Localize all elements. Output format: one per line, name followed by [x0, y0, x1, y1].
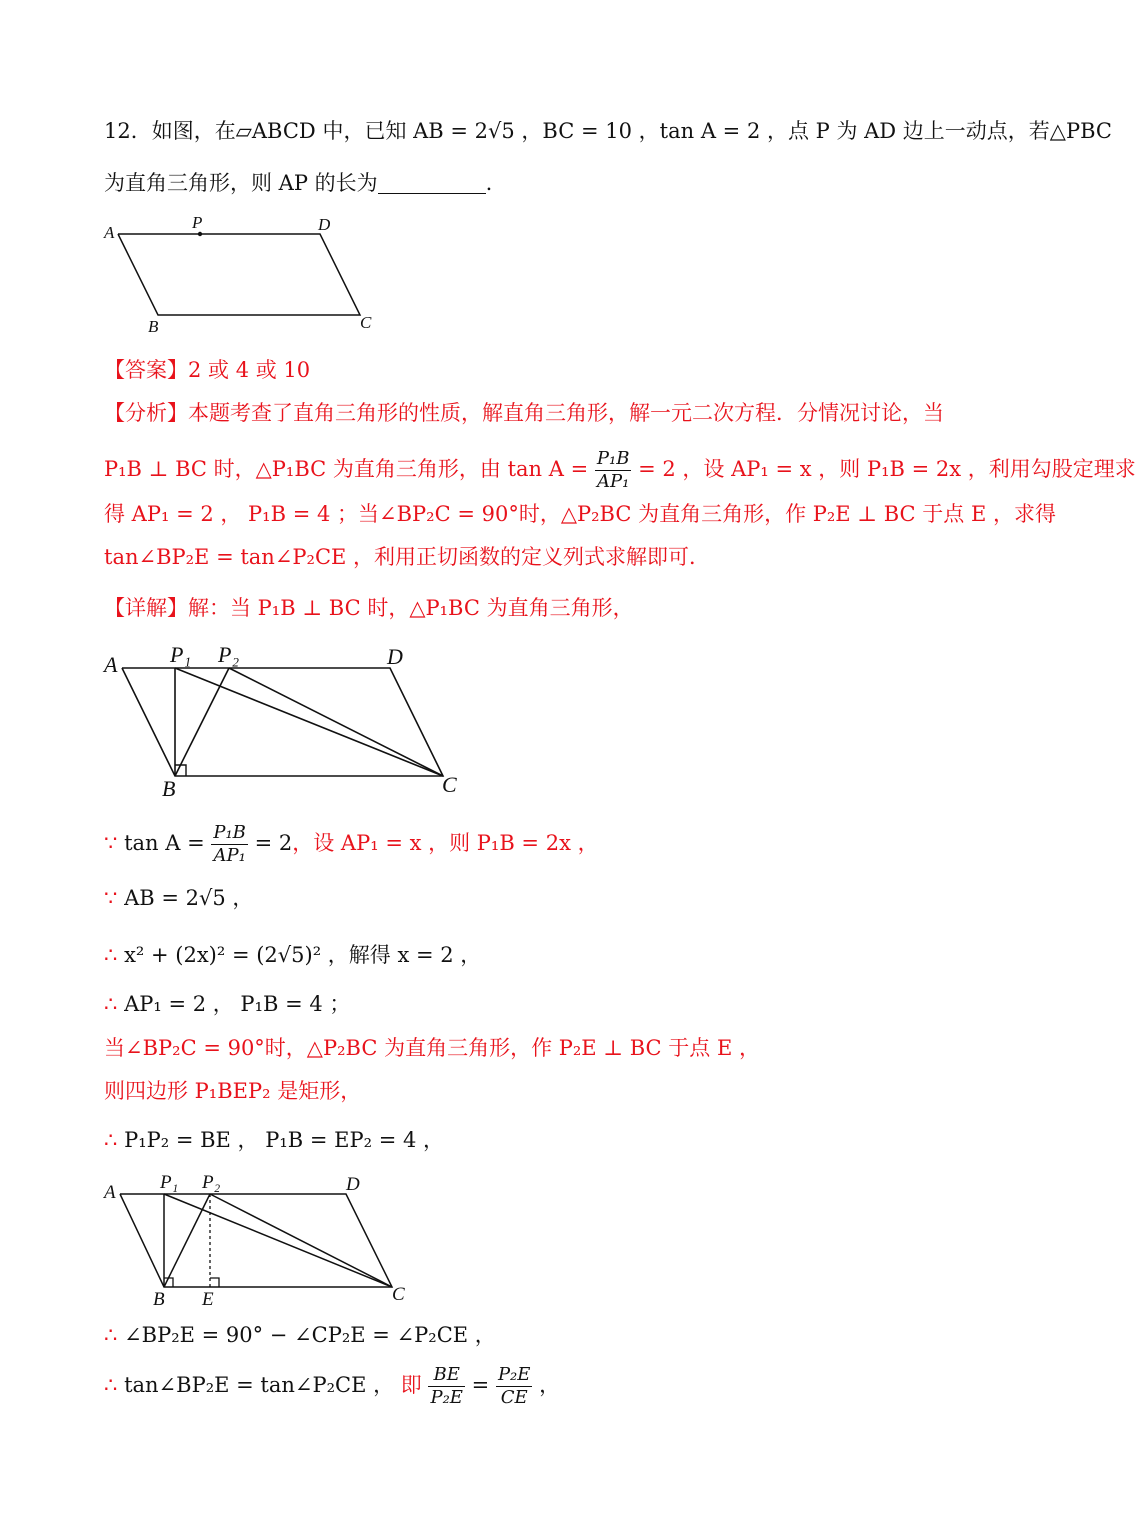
step9-fraction-2: [496, 1364, 532, 1409]
step1-eq: = 2: [254, 831, 293, 855]
analysis-line-2: [104, 448, 1136, 493]
label-d: D: [387, 644, 403, 669]
figure-parallelogram-1: [100, 212, 390, 337]
step8-body: ∠BP₂E = 90° − ∠CP₂E = ∠P₂CE ，: [124, 1323, 496, 1347]
therefore-symbol: ∴: [104, 1373, 118, 1397]
detail-step-4: [104, 989, 350, 1019]
step9-fraction-1-den: P₂E: [430, 1387, 463, 1408]
segment-p2c: [210, 1194, 392, 1287]
analysis-line-4: tan∠BP₂E = tan∠P₂CE ，利用正切函数的定义列式求解即可．: [104, 545, 711, 569]
analysis-line-1: 【分析】本题考查了直角三角形的性质，解直角三角形，解一元二次方程．分情况讨论，当: [104, 401, 944, 425]
analysis-fraction: [595, 448, 632, 493]
analysis-fraction-num: P₁B: [596, 448, 630, 469]
label-p2: P₂: [218, 642, 240, 667]
question-line-2: [104, 168, 492, 198]
label-c: C: [360, 313, 372, 332]
answer-line: 【答案】2 或 4 或 10: [104, 358, 311, 382]
detail-step-3: [104, 940, 481, 970]
segment-p2b: [164, 1194, 210, 1287]
label-p1: P₁: [160, 1172, 179, 1193]
label-d: D: [318, 215, 331, 234]
question-line-2-period: .: [485, 171, 493, 195]
detail-step-6: 则四边形 P₁BEP₂ 是矩形，: [104, 1079, 362, 1103]
question-line-1: 12．如图，在▱ABCD 中，已知 AB = 2√5 ，BC = 10 ，tan A = 2 ，点 P 为 AD 边上一动点，若△PBC: [104, 119, 1112, 143]
segment-p2b: [175, 668, 229, 776]
figure-parallelogram-2: [100, 640, 480, 800]
figure-parallelogram-3: [100, 1170, 420, 1310]
parallelogram-outline-3b: [120, 1194, 392, 1287]
detail-step-1: [104, 822, 599, 867]
segment-p2c: [229, 668, 443, 776]
label-a: A: [104, 1182, 116, 1203]
step9-ji: 即: [400, 1373, 422, 1397]
detail-step-2: [104, 883, 253, 913]
label-a: A: [104, 223, 115, 242]
right-angle-mark-e: [210, 1278, 219, 1287]
analysis-line-2b: = 2 ，设 AP₁ = x ，则 P₁B = 2x ，利用勾股定理求: [638, 457, 1136, 481]
analysis-fraction-den: AP₁: [596, 471, 630, 492]
step9-eq: =: [471, 1373, 490, 1397]
label-c: C: [392, 1284, 405, 1305]
analysis-line-2a: P₁B ⊥ BC 时，△P₁BC 为直角三角形，由 tan A =: [104, 457, 589, 481]
tan-a: tan A =: [124, 831, 205, 855]
point-p: [198, 232, 202, 236]
label-b: B: [153, 1289, 165, 1310]
step9-end: ，: [539, 1373, 561, 1397]
label-a: A: [104, 652, 118, 677]
step7-body: P₁P₂ = BE ， P₁B = EP₂ = 4 ，: [124, 1128, 445, 1152]
step9-fraction-2-num: P₂E: [497, 1364, 531, 1385]
parallelogram-outline: [118, 234, 360, 315]
step9-fraction-2-den: CE: [500, 1387, 528, 1408]
label-e: E: [202, 1289, 214, 1310]
detail-step-7: [104, 1125, 444, 1155]
segment-p1c: [164, 1194, 392, 1287]
label-b: B: [148, 317, 159, 336]
step3-body: x² + (2x)² = (2√5)² ，解得 x = 2 ，: [124, 943, 482, 967]
because-symbol: ∵: [104, 831, 118, 855]
detail-line-1: 【详解】解：当 P₁B ⊥ BC 时，△P₁BC 为直角三角形，: [104, 596, 634, 620]
label-p1: P₁: [170, 642, 192, 667]
step1-fraction-num: P₁B: [213, 822, 246, 843]
detail-step-5: 当∠BP₂C = 90°时，△P₂BC 为直角三角形，作 P₂E ⊥ BC 于点 E ，: [104, 1036, 760, 1060]
therefore-symbol: ∴: [104, 1323, 118, 1347]
label-p2: P₂: [202, 1172, 221, 1193]
step1-fraction-den: AP₁: [213, 845, 246, 866]
because-symbol: ∵: [104, 886, 118, 910]
label-d: D: [346, 1174, 360, 1195]
label-c: C: [442, 772, 457, 797]
step9-body: tan∠BP₂E = tan∠P₂CE ，: [124, 1373, 395, 1397]
label-b: B: [162, 776, 176, 801]
label-p: P: [192, 213, 203, 232]
step1-text: ，设 AP₁ = x ，则 P₁B = 2x ，: [292, 831, 599, 855]
step2-body: AB = 2√5 ，: [124, 886, 254, 910]
parallelogram-outline-2: [122, 668, 443, 776]
answer-blank: [378, 171, 486, 194]
step9-fraction-1: [428, 1364, 464, 1409]
step9-fraction-1-num: BE: [428, 1364, 464, 1387]
segment-p1c: [175, 668, 443, 776]
detail-step-9: [104, 1364, 560, 1409]
therefore-symbol: ∴: [104, 1128, 118, 1152]
therefore-symbol: ∴: [104, 943, 118, 967]
step1-fraction: [211, 822, 248, 867]
therefore-symbol: ∴: [104, 992, 118, 1016]
analysis-line-3: 得 AP₁ = 2 ， P₁B = 4 ；当∠BP₂C = 90°时，△P₂BC 为直角三角形，作 P₂E ⊥ BC 于点 E ，求得: [104, 502, 1056, 526]
step4-body: AP₁ = 2 ， P₁B = 4 ；: [124, 992, 351, 1016]
detail-step-8: [104, 1320, 496, 1350]
question-line-2-text: 为直角三角形，则 AP 的长为: [104, 171, 378, 195]
